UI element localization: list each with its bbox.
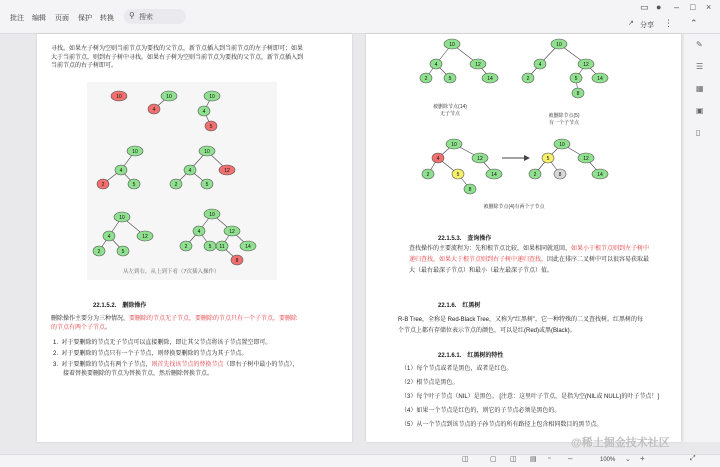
svg-text:4: 4 [434, 62, 438, 68]
svg-text:10: 10 [559, 142, 565, 148]
svg-text:4: 4 [538, 62, 542, 68]
single-page-icon[interactable]: ▢ [490, 456, 497, 463]
close-icon[interactable]: × [706, 2, 712, 12]
search-label: 搜索 [139, 14, 153, 21]
query-line-1: 查找操作的主要流程为：先和根节点比较，如果相同就返回，如果小于根节点则到左子树中 [409, 246, 650, 252]
svg-text:10: 10 [209, 212, 215, 218]
svg-text:5: 5 [456, 172, 460, 178]
svg-text:14: 14 [245, 244, 251, 250]
rb-line-1: R-B Tree，全称是 Red-Black Tree，又称为“红黑树”，它一种特殊的二叉查找树。红黑树的每 [398, 317, 644, 323]
svg-text:2: 2 [184, 244, 188, 250]
grid-icon[interactable]: ▦ [696, 84, 704, 93]
query-line-3: 大（最右最深子节点）和最小（最左最深子节点）值。 [409, 268, 554, 274]
svg-text:2: 2 [526, 76, 530, 82]
svg-text:12: 12 [475, 62, 481, 68]
svg-text:5: 5 [132, 182, 136, 188]
search-box[interactable] [124, 9, 186, 24]
svg-text:4: 4 [202, 109, 206, 115]
svg-text:12: 12 [224, 168, 230, 174]
svg-text:4: 4 [107, 234, 111, 240]
query-heading: 22.1.5.3. 查询操作 [438, 236, 492, 242]
zoom-out-icon[interactable]: – [568, 454, 573, 463]
fit-width-icon[interactable]: ◫ [462, 456, 469, 463]
rb-props-heading: 22.1.6.1. 红黑树的特性 [438, 353, 504, 359]
svg-text:12: 12 [229, 229, 235, 235]
book-icon[interactable]: ▫ [548, 455, 551, 462]
svg-text:5: 5 [208, 244, 212, 250]
menu-convert[interactable]: 转换 [100, 15, 114, 22]
svg-text:12: 12 [142, 234, 148, 240]
fig-label-5-sub: 有一个子节点 [548, 120, 580, 126]
rb-heading: 22.1.6. 红黑树 [438, 303, 481, 309]
svg-text:14: 14 [491, 172, 497, 178]
svg-text:8: 8 [558, 172, 562, 178]
svg-text:2: 2 [97, 249, 101, 255]
svg-text:10: 10 [204, 149, 210, 155]
chevron-up-icon[interactable]: ⌃ [690, 18, 698, 28]
svg-text:2: 2 [101, 182, 105, 188]
avatar[interactable]: ● [656, 2, 662, 12]
delete-item-3: 3. 对于要删除的节点有两个子节点，则首先找该节点的替换节点（即右子树中最小的节点）， [53, 362, 299, 368]
svg-text:10: 10 [449, 42, 455, 48]
toolbar [0, 0, 720, 34]
svg-text:8: 8 [235, 258, 239, 264]
menu-edit[interactable]: 编辑 [32, 15, 46, 22]
svg-text:4: 4 [152, 107, 156, 113]
share-icon[interactable]: ↗ [628, 20, 634, 27]
svg-text:5: 5 [209, 124, 213, 130]
delete-item-1: 1. 对于要删除的节点无子节点可以直接删除，即让其父节点将该子节点置空即可。 [53, 340, 272, 346]
svg-text:5: 5 [546, 156, 550, 162]
page-left [37, 34, 352, 442]
svg-text:8: 8 [468, 187, 472, 193]
figure-caption: 从左到右，从上到下看（7次插入操作） [123, 269, 220, 275]
intro-line-2: 大于当前节点，则到右子树中寻找。如果右子树为空则当前节点为要找的父节点，新节点插入到 [51, 54, 304, 61]
svg-text:10: 10 [556, 42, 562, 48]
zoom-level[interactable]: 100% [600, 457, 616, 463]
double-page-icon[interactable]: ◫ [510, 456, 517, 463]
rb-prop-2: （2）根节点是黑色。 [401, 380, 459, 386]
watermark: @稀土掘金技术社区 [571, 437, 670, 449]
menu-protect[interactable]: 保护 [78, 15, 92, 22]
svg-text:8: 8 [576, 91, 580, 97]
fig-label-4: 被删除节点(4)有两个子节点 [483, 204, 545, 210]
svg-text:10: 10 [119, 215, 125, 221]
svg-text:10: 10 [116, 94, 122, 100]
delete-section-heading: 22.1.5.2. 删除操作 [93, 303, 147, 309]
pen-icon[interactable]: ✎ [696, 40, 703, 49]
svg-text:12: 12 [477, 156, 483, 162]
svg-text:2: 2 [426, 172, 430, 178]
svg-text:2: 2 [424, 76, 428, 82]
svg-text:14: 14 [487, 76, 493, 82]
svg-text:12: 12 [583, 62, 589, 68]
intro-line-3: 当前节点的右子树即可。 [51, 63, 118, 69]
stamp-icon[interactable]: ▣ [696, 106, 704, 115]
svg-text:10: 10 [166, 94, 172, 100]
insert-figure [87, 82, 277, 280]
share-button[interactable]: 分享 [640, 22, 654, 29]
svg-text:2: 2 [174, 182, 178, 188]
rb-prop-5: （5）从一个节点到该节点的子孙节点的所有路径上包含相同数目的黑节点。 [401, 422, 603, 428]
rb-prop-1: （1）每个节点或者是黑色，或者是红色。 [401, 366, 513, 372]
svg-text:5: 5 [448, 76, 452, 82]
query-line-2: 递归查找，如果大于根节点则到右子树中递归查找。因此在排序二叉树中可以很容易获取最 [409, 257, 650, 263]
svg-text:5: 5 [121, 249, 125, 255]
rb-prop-3: （3）每个叶子节点（NIL）是黑色。 [注意：这里叶子节点，是指为空(NIL或 NULL)的叶子节点！] [401, 394, 660, 400]
insert-trees-svg [87, 82, 277, 280]
menu-annotate[interactable]: 批注 [10, 15, 24, 22]
more-icon[interactable]: ⋮ [664, 18, 673, 28]
svg-text:4: 4 [436, 156, 440, 162]
delete-intro-line-1: 删除操作主要分为三种情况，要删除的节点无子节点，要删除的节点只有一个子节点，要删除 [51, 316, 298, 322]
svg-text:10: 10 [209, 94, 215, 100]
menu-page[interactable]: 页面 [55, 15, 69, 22]
fullscreen-icon[interactable]: ⤢ [690, 455, 696, 462]
fig-label-5: 被删除节点(5) [548, 113, 580, 119]
search-icon: ⚲ [129, 11, 135, 20]
side-toolbar [684, 34, 720, 442]
maximize-icon[interactable]: □ [690, 2, 696, 12]
svg-text:11: 11 [219, 244, 225, 250]
svg-text:5: 5 [574, 76, 578, 82]
svg-text:2: 2 [533, 172, 537, 178]
status-bar [0, 454, 720, 467]
svg-text:5: 5 [205, 182, 209, 188]
page-right [366, 34, 681, 442]
svg-text:10: 10 [132, 149, 138, 155]
sliders-icon[interactable]: ☰ [696, 62, 704, 71]
svg-text:10: 10 [451, 142, 457, 148]
minimize-icon[interactable]: – [674, 2, 680, 12]
fig-label-14-sub: 无子节点 [439, 111, 461, 117]
zoom-dropdown-icon[interactable]: ⌄ [625, 456, 631, 463]
fig-label-14: 被删除节点(14) [433, 104, 467, 110]
restore-icon[interactable]: ▭ [640, 2, 649, 12]
rb-prop-4: （4）如果一个节点是红色的，则它的子节点必须是黑色的。 [401, 408, 561, 414]
svg-text:14: 14 [597, 76, 603, 82]
delete-item-2: 2. 对于要删除的节点只有一个子节点，则替换要删除的节点为其子节点。 [53, 351, 248, 357]
svg-text:4: 4 [119, 168, 123, 174]
scroll-icon[interactable]: ▤ [530, 456, 537, 463]
svg-text:4: 4 [197, 229, 201, 235]
svg-text:14: 14 [597, 172, 603, 178]
bookmark-icon[interactable]: ▯ [696, 128, 701, 137]
delete-intro-line-2: 的节点有两个子节点。 [51, 324, 112, 331]
intro-line-1: 寻找。如果左子树为空则当前节点为要找的父节点，新节点插入到当前节点的左子树即可；如果 [51, 46, 304, 52]
zoom-in-icon[interactable]: + [640, 454, 645, 463]
svg-text:12: 12 [583, 156, 589, 162]
rb-line-2: 个节点上都有存储位表示节点的颜色，可以是红(Red)或黑(Black)。 [398, 328, 576, 334]
delete-trees-svg [414, 36, 614, 226]
svg-text:4: 4 [188, 168, 192, 174]
delete-item-3-line-2: 接着替换要删除的节点为替换节点，然后删除替换节点。 [63, 370, 214, 377]
